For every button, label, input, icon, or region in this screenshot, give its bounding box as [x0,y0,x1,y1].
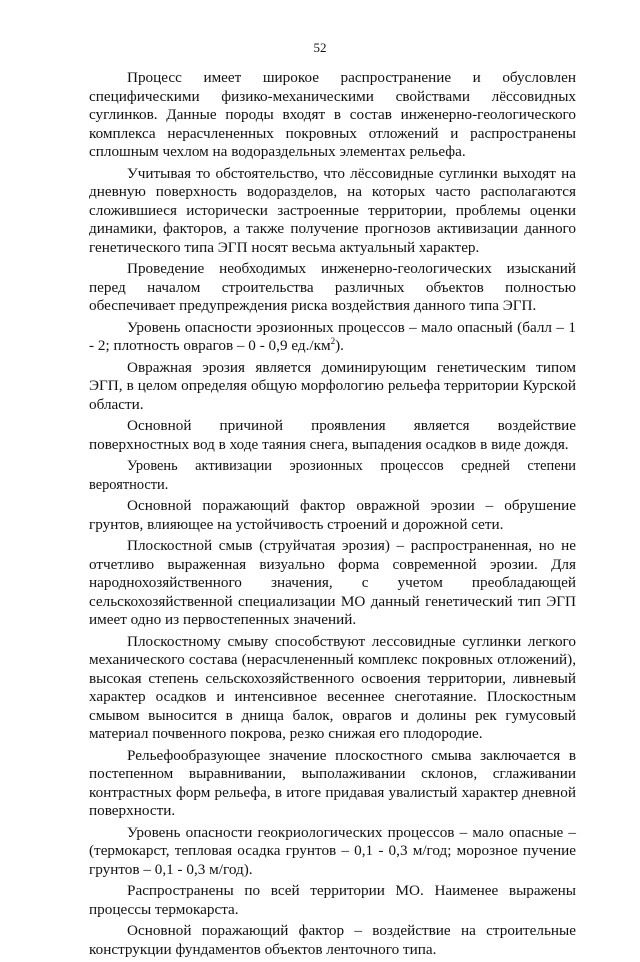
body-text [89,69,576,962]
paragraph: Процесс имеет широкое распространение и обусловлен специфическими физико-механическими свойствами лёссовидных суглинков. Данные породы входят в состав инженерно-геологического комплекса нерасчлененных покровных отложений и распространены сплошным чехлом на водораздельных элементах рельефа. [89,69,576,160]
paragraph-erosion-level [89,319,576,356]
paragraph: Распространены по всей территории МО. Наименее выражены процессы термокарста. [89,882,576,918]
paragraph: Плоскостному смыву способствуют лессовидные суглинки легкого механического состава (нерасчлененный комплекс покровных отложений), высокая степень сельскохозяйственного освоения территории, ливневый характер осадков и интенсивное весеннее снеготаяние. Плоскостным смывом выносится в днища балок, оврагов и долины рек гумусовый материал почвенного покрова, резко снижая его плодородие. [89,632,576,742]
paragraph: Уровень активизации эрозионных процессов средней степени вероятности. [89,458,576,493]
paragraph: Плоскостной смыв (струйчатая эрозия) – распространенная, но не отчетливо выраженная визуально форма современной эрозии. Для народнохозяйственного значения, с учетом преобладающей сельскохозяйственной специализации МО данный генетический тип ЭГП имеет одно из первостепенных значений. [89,537,576,628]
paragraph: Основной поражающий фактор овражной эрозии – обрушение грунтов, влияющее на устойчивость строений и дорожной сети. [89,497,576,533]
paragraph: Учитывая то обстоятельство, что лёссовидные суглинки выходят на дневную поверхность водоразделов, на которых часто располагаются сложившиеся исторически застроенные территории, проблемы оценки динамики, факторов, а также получение прогнозов активизации данного генетического типа ЭГП носят весьма актуальный характер. [89,164,576,256]
paragraph: Овражная эрозия является доминирующим генетическим типом ЭГП, в целом определяя общую морфологию рельефа территории Курской области. [89,358,576,413]
paragraph-text: ). [335,337,344,354]
paragraph-text: Уровень опасности эрозионных процессов – мало опасный (балл – 1 - 2; плотность оврагов – 0 - 0,9 ед./км [89,318,576,354]
paragraph: Основной поражающий фактор – воздействие на строительные конструкции фундаментов объектов ленточного типа. [89,922,576,958]
paragraph: Проведение необходимых инженерно-геологических изысканий перед началом строительства различных объектов полностью обеспечивает предупреждения риска воздействия данного типа ЭГП. [89,260,576,314]
page-number: 52 [313,40,327,55]
superscript-exponent: 2 [330,335,336,346]
paragraph: Рельефообразующее значение плоскостного смыва заключается в постепенном выравнивании, выполаживании склонов, сглаживании контрастных форм рельефа, в итоге придавая увалистый характер дневной поверхности. [89,746,576,819]
paragraph: Основной причиной проявления является воздействие поверхностных вод в ходе таяния снега, выпадения осадков в виде дождя. [89,417,576,453]
paragraph: Уровень опасности геокриологических процессов – мало опасные – (термокарст, тепловая осадка грунтов – 0,1 - 0,3 м/год; морозное пучение грунтов – 0,1 - 0,3 м/год). [89,823,576,878]
